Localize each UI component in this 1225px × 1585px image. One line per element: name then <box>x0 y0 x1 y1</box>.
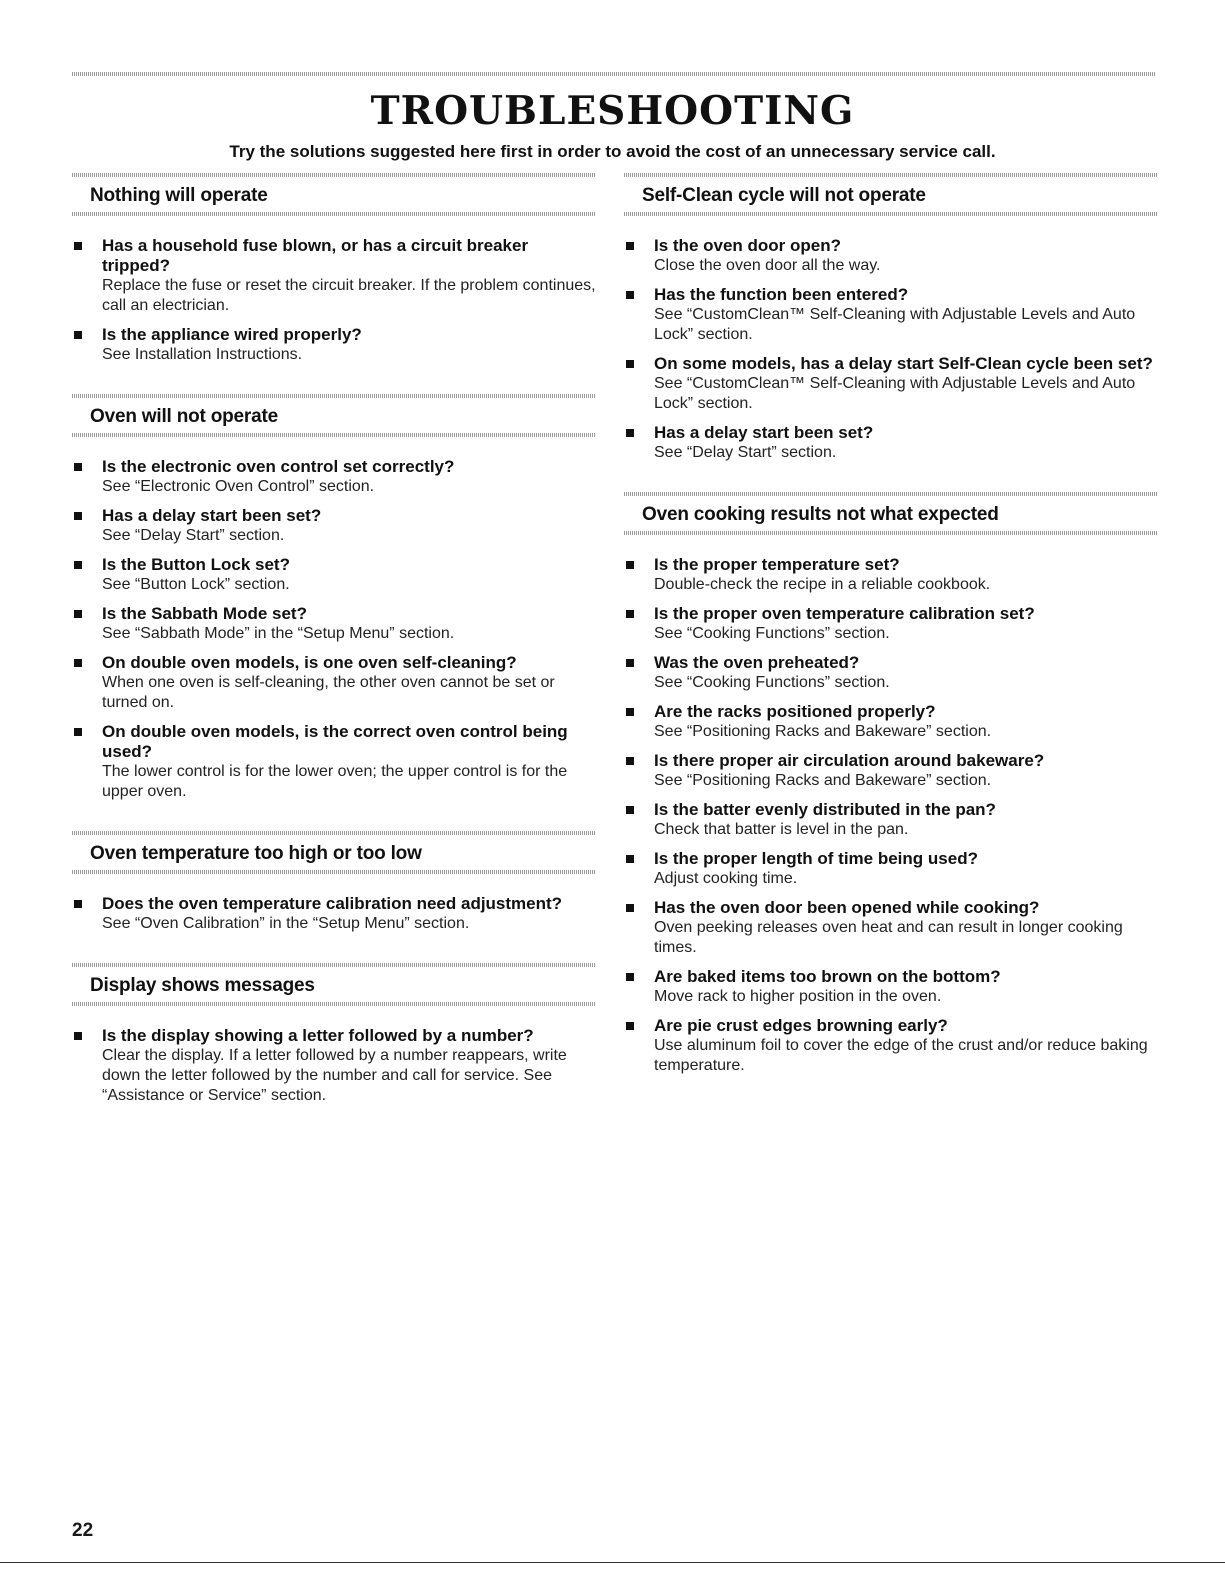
square-bullet-icon <box>626 291 634 299</box>
question-text: Is the Sabbath Mode set? <box>102 604 307 623</box>
section-spacer <box>624 472 1158 492</box>
answer-text: See “Button Lock” section. <box>102 576 290 593</box>
section-rule-bottom <box>72 212 596 216</box>
answer-text: Close the oven door all the way. <box>654 257 881 274</box>
list-item <box>624 354 1158 414</box>
list-item <box>624 898 1158 958</box>
answer-text: See “Sabbath Mode” in the “Setup Menu” section. <box>102 625 455 642</box>
list-item <box>72 1026 596 1106</box>
list-item <box>624 849 1158 889</box>
question-text: Is the batter evenly distributed in the pan? <box>654 800 996 819</box>
list-item <box>72 236 596 316</box>
list-item <box>72 457 596 497</box>
square-bullet-icon <box>74 1032 82 1040</box>
square-bullet-icon <box>74 463 82 471</box>
answer-text: See “CustomClean™ Self-Cleaning with Adjustable Levels and Auto Lock” section. <box>654 375 1136 412</box>
answer-text: See Installation Instructions. <box>102 346 303 363</box>
question-list <box>72 457 596 802</box>
question-list <box>624 236 1158 463</box>
square-bullet-icon <box>626 659 634 667</box>
question-text: Is the proper temperature set? <box>654 555 900 574</box>
square-bullet-icon <box>626 1022 634 1030</box>
list-item <box>624 423 1158 463</box>
square-bullet-icon <box>626 360 634 368</box>
page-subtitle: Try the solutions suggested here first in order to avoid the cost of an unnecessary service call. <box>229 142 996 161</box>
section-oven-will-not-operate <box>72 374 596 802</box>
answer-text: Oven peeking releases oven heat and can result in longer cooking times. <box>654 919 1123 956</box>
square-bullet-icon <box>626 429 634 437</box>
square-bullet-icon <box>626 757 634 765</box>
list-item <box>624 285 1158 345</box>
left-column <box>72 173 596 1115</box>
list-item <box>624 236 1158 276</box>
section-self-clean-cycle-will-not-operate <box>624 173 1158 463</box>
question-text: Has a delay start been set? <box>102 506 322 525</box>
list-item <box>72 894 596 934</box>
question-list <box>72 236 596 365</box>
list-item <box>72 325 596 365</box>
section-spacer <box>72 943 596 963</box>
list-item <box>624 604 1158 644</box>
section-rule-bottom <box>72 1002 596 1006</box>
question-text: Is there proper air circulation around bakeware? <box>654 751 1045 770</box>
square-bullet-icon <box>626 708 634 716</box>
section-oven-temperature-too-high-or-too-low <box>72 811 596 934</box>
section-heading: Self-Clean cycle will not operate <box>642 185 926 206</box>
answer-text: See “Cooking Functions” section. <box>654 625 890 642</box>
answer-text: See “CustomClean™ Self-Cleaning with Adjustable Levels and Auto Lock” section. <box>654 306 1136 343</box>
answer-text: Use aluminum foil to cover the edge of the crust and/or reduce baking temperature. <box>654 1037 1148 1074</box>
square-bullet-icon <box>626 610 634 618</box>
question-text: Is the Button Lock set? <box>102 555 290 574</box>
top-rule <box>72 72 1156 76</box>
square-bullet-icon <box>626 855 634 863</box>
answer-text: See “Oven Calibration” in the “Setup Menu” section. <box>102 915 470 932</box>
bottom-rule <box>0 1562 1225 1563</box>
question-text: On some models, has a delay start Self-Clean cycle been set? <box>654 354 1153 373</box>
square-bullet-icon <box>74 331 82 339</box>
square-bullet-icon <box>74 242 82 250</box>
answer-text: The lower control is for the lower oven; the upper control is for the upper oven. <box>102 763 568 800</box>
section-heading: Nothing will operate <box>90 185 268 206</box>
question-text: Has the oven door been opened while cooking? <box>654 898 1040 917</box>
list-item <box>624 555 1158 595</box>
question-text: Was the oven preheated? <box>654 653 860 672</box>
answer-text: See “Positioning Racks and Bakeware” section. <box>654 723 992 740</box>
question-text: Is the electronic oven control set correctly? <box>102 457 455 476</box>
section-rule-bottom <box>72 870 596 874</box>
question-text: Are pie crust edges browning early? <box>654 1016 948 1035</box>
section-rule-bottom <box>624 212 1158 216</box>
list-item <box>72 555 596 595</box>
answer-text: Clear the display. If a letter followed by a number reappears, write down the letter followed by the number and call for service. See “Assistance or Service” section. <box>102 1047 567 1104</box>
answer-text: See “Delay Start” section. <box>102 527 285 544</box>
section-heading: Oven cooking results not what expected <box>642 504 999 525</box>
square-bullet-icon <box>74 512 82 520</box>
question-text: Has a delay start been set? <box>654 423 874 442</box>
list-item <box>624 702 1158 742</box>
answer-text: Check that batter is level in the pan. <box>654 821 909 838</box>
square-bullet-icon <box>626 904 634 912</box>
square-bullet-icon <box>626 973 634 981</box>
right-column <box>624 173 1158 1085</box>
answer-text: See “Electronic Oven Control” section. <box>102 478 375 495</box>
section-spacer <box>72 374 596 394</box>
section-display-shows-messages <box>72 943 596 1106</box>
list-item <box>72 604 596 644</box>
square-bullet-icon <box>626 806 634 814</box>
list-item <box>624 653 1158 693</box>
section-rule-bottom <box>624 531 1158 535</box>
answer-text: See “Positioning Racks and Bakeware” section. <box>654 772 992 789</box>
square-bullet-icon <box>74 728 82 736</box>
question-text: Are the racks positioned properly? <box>654 702 936 721</box>
question-text: Is the proper length of time being used? <box>654 849 978 868</box>
square-bullet-icon <box>626 561 634 569</box>
question-text: Has the function been entered? <box>654 285 909 304</box>
list-item <box>72 653 596 713</box>
question-text: Does the oven temperature calibration need adjustment? <box>102 894 563 913</box>
question-list <box>72 1026 596 1106</box>
section-rule-bottom <box>72 433 596 437</box>
question-text: On double oven models, is one oven self-cleaning? <box>102 653 517 672</box>
section-heading: Display shows messages <box>90 975 315 996</box>
question-text: Is the proper oven temperature calibration set? <box>654 604 1035 623</box>
answer-text: Double-check the recipe in a reliable cookbook. <box>654 576 991 593</box>
square-bullet-icon <box>74 900 82 908</box>
square-bullet-icon <box>626 242 634 250</box>
page-number: 22 <box>72 1520 94 1541</box>
square-bullet-icon <box>74 610 82 618</box>
list-item <box>624 967 1158 1007</box>
question-text: Is the display showing a letter followed by a number? <box>102 1026 534 1045</box>
list-item <box>624 1016 1158 1076</box>
section-spacer <box>72 811 596 831</box>
answer-text: When one oven is self-cleaning, the other oven cannot be set or turned on. <box>102 674 555 711</box>
list-item <box>624 751 1158 791</box>
question-text: Is the oven door open? <box>654 236 842 255</box>
square-bullet-icon <box>74 561 82 569</box>
section-heading: Oven temperature too high or too low <box>90 843 422 864</box>
answer-text: Adjust cooking time. <box>654 870 798 887</box>
list-item <box>72 722 596 802</box>
section-oven-cooking-results-not-what-expected <box>624 472 1158 1076</box>
answer-text: Replace the fuse or reset the circuit breaker. If the problem continues, call an electrician. <box>102 277 596 314</box>
question-list <box>72 894 596 934</box>
list-item <box>72 506 596 546</box>
question-list <box>624 555 1158 1076</box>
page-title: TROUBLESHOOTING <box>370 88 855 134</box>
question-text: Has a household fuse blown, or has a circuit breaker tripped? <box>102 236 529 275</box>
square-bullet-icon <box>74 659 82 667</box>
section-nothing-will-operate <box>72 173 596 365</box>
question-text: Are baked items too brown on the bottom? <box>654 967 1001 986</box>
question-text: On double oven models, is the correct oven control being used? <box>102 722 568 761</box>
answer-text: See “Delay Start” section. <box>654 444 837 461</box>
list-item <box>624 800 1158 840</box>
question-text: Is the appliance wired properly? <box>102 325 362 344</box>
section-heading: Oven will not operate <box>90 406 278 427</box>
answer-text: See “Cooking Functions” section. <box>654 674 890 691</box>
answer-text: Move rack to higher position in the oven. <box>654 988 942 1005</box>
